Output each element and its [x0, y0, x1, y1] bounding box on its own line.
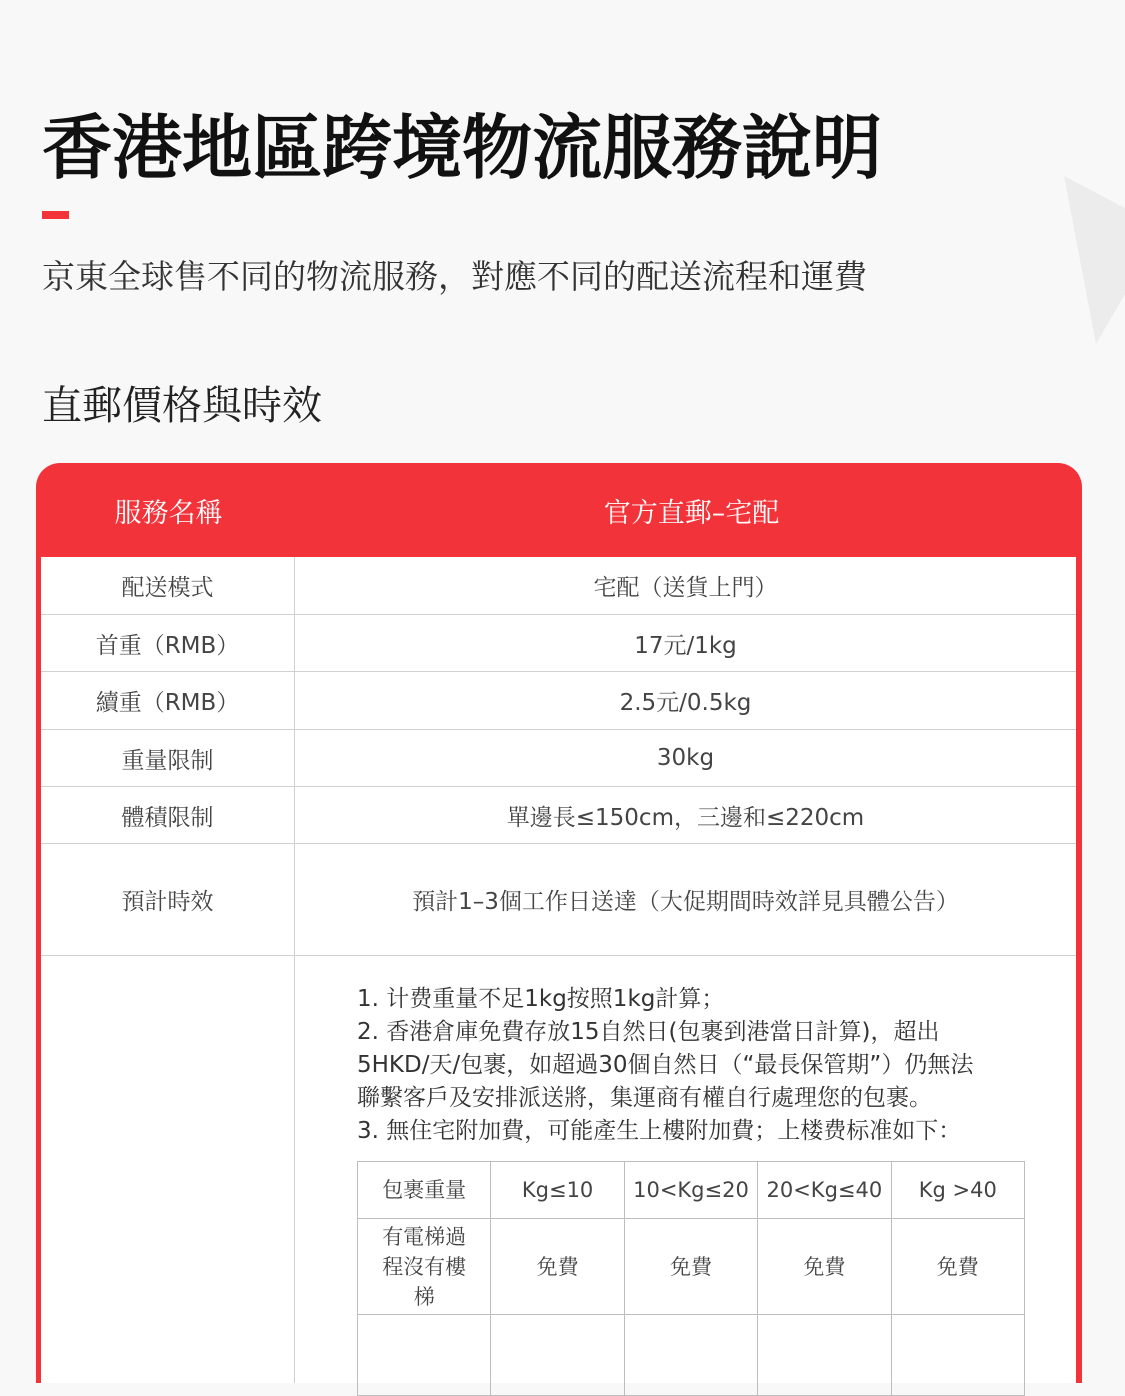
surcharge-header-cell: 10<Kg≤20	[624, 1162, 757, 1219]
surcharge-cell: 免費	[891, 1219, 1024, 1315]
pricing-table-card	[36, 463, 1082, 1383]
row-label: 重量限制	[121, 747, 214, 774]
row-label: 預計時效	[121, 889, 214, 915]
table-header-service-name: 服務名稱	[114, 497, 223, 529]
pricing-table-body	[41, 557, 1076, 1383]
surcharge-cell: 免費	[624, 1219, 757, 1315]
note-line: 5HKD/天/包裹，如超過30個自然日（“最長保管期”）仍無法	[357, 1052, 974, 1078]
note-line: 3. 無住宅附加費，可能產生上樓附加費；上楼费标准如下：	[357, 1118, 962, 1144]
page-title: 香港地區跨境物流服務說明	[42, 107, 882, 189]
table-row	[41, 730, 1076, 787]
note-line: 聯繫客戶及安排派送將，集運商有權自行處理您的包裹。	[357, 1085, 932, 1111]
row-label: 續重（RMB）	[95, 690, 240, 716]
surcharge-header-cell: 包裹重量	[358, 1162, 491, 1219]
note-line: 1. 计费重量不足1kg按照1kg計算；	[357, 986, 725, 1012]
table-row	[41, 844, 1076, 956]
surcharge-cell: 免費	[758, 1219, 891, 1315]
row-label: 配送模式	[121, 575, 214, 601]
decorative-triangle	[1064, 176, 1125, 344]
row-value: 30kg	[656, 745, 715, 771]
stairs-surcharge-table	[357, 1161, 1025, 1396]
surcharge-header-cell: Kg≤10	[491, 1162, 624, 1219]
row-value: 單邊長≤150cm，三邊和≤220cm	[506, 804, 865, 831]
surcharge-header-row	[358, 1162, 1025, 1219]
surcharge-cell: 免費	[491, 1219, 624, 1315]
section-title: 直郵價格與時效	[42, 383, 322, 429]
surcharge-row-label-text: 有電梯過程沒有樓梯	[382, 1224, 467, 1309]
table-header-service-value: 官方直郵–宅配	[603, 497, 780, 529]
surcharge-header-cell: 20<Kg≤40	[758, 1162, 891, 1219]
surcharge-row	[358, 1315, 1025, 1396]
row-value: 2.5元/0.5kg	[619, 690, 752, 716]
row-value: 17元/1kg	[634, 632, 737, 659]
surcharge-cell-empty	[358, 1315, 491, 1396]
table-row	[41, 615, 1076, 672]
surcharge-cell-empty	[758, 1315, 891, 1396]
row-label: 首重（RMB）	[95, 632, 240, 659]
table-row	[41, 787, 1076, 844]
row-label: 體積限制	[121, 804, 214, 831]
surcharge-row-label	[358, 1219, 491, 1315]
row-value: 宅配（送貨上門）	[593, 575, 778, 601]
table-row	[41, 672, 1076, 730]
row-value: 預計1–3個工作日送達（大促期間時效詳見具體公告）	[412, 889, 959, 915]
title-accent-bar	[42, 211, 69, 219]
surcharge-cell-empty	[891, 1315, 1024, 1396]
surcharge-row	[358, 1219, 1025, 1315]
page-subtitle: 京東全球售不同的物流服務，對應不同的配送流程和運費	[42, 257, 867, 296]
surcharge-cell-empty	[491, 1315, 624, 1396]
surcharge-header-cell: Kg >40	[891, 1162, 1024, 1219]
note-line: 2. 香港倉庫免費存放15自然日(包裹到港當日計算)，超出	[357, 1019, 940, 1045]
notes-block	[357, 983, 1057, 1148]
table-row	[41, 557, 1076, 615]
surcharge-cell-empty	[624, 1315, 757, 1396]
